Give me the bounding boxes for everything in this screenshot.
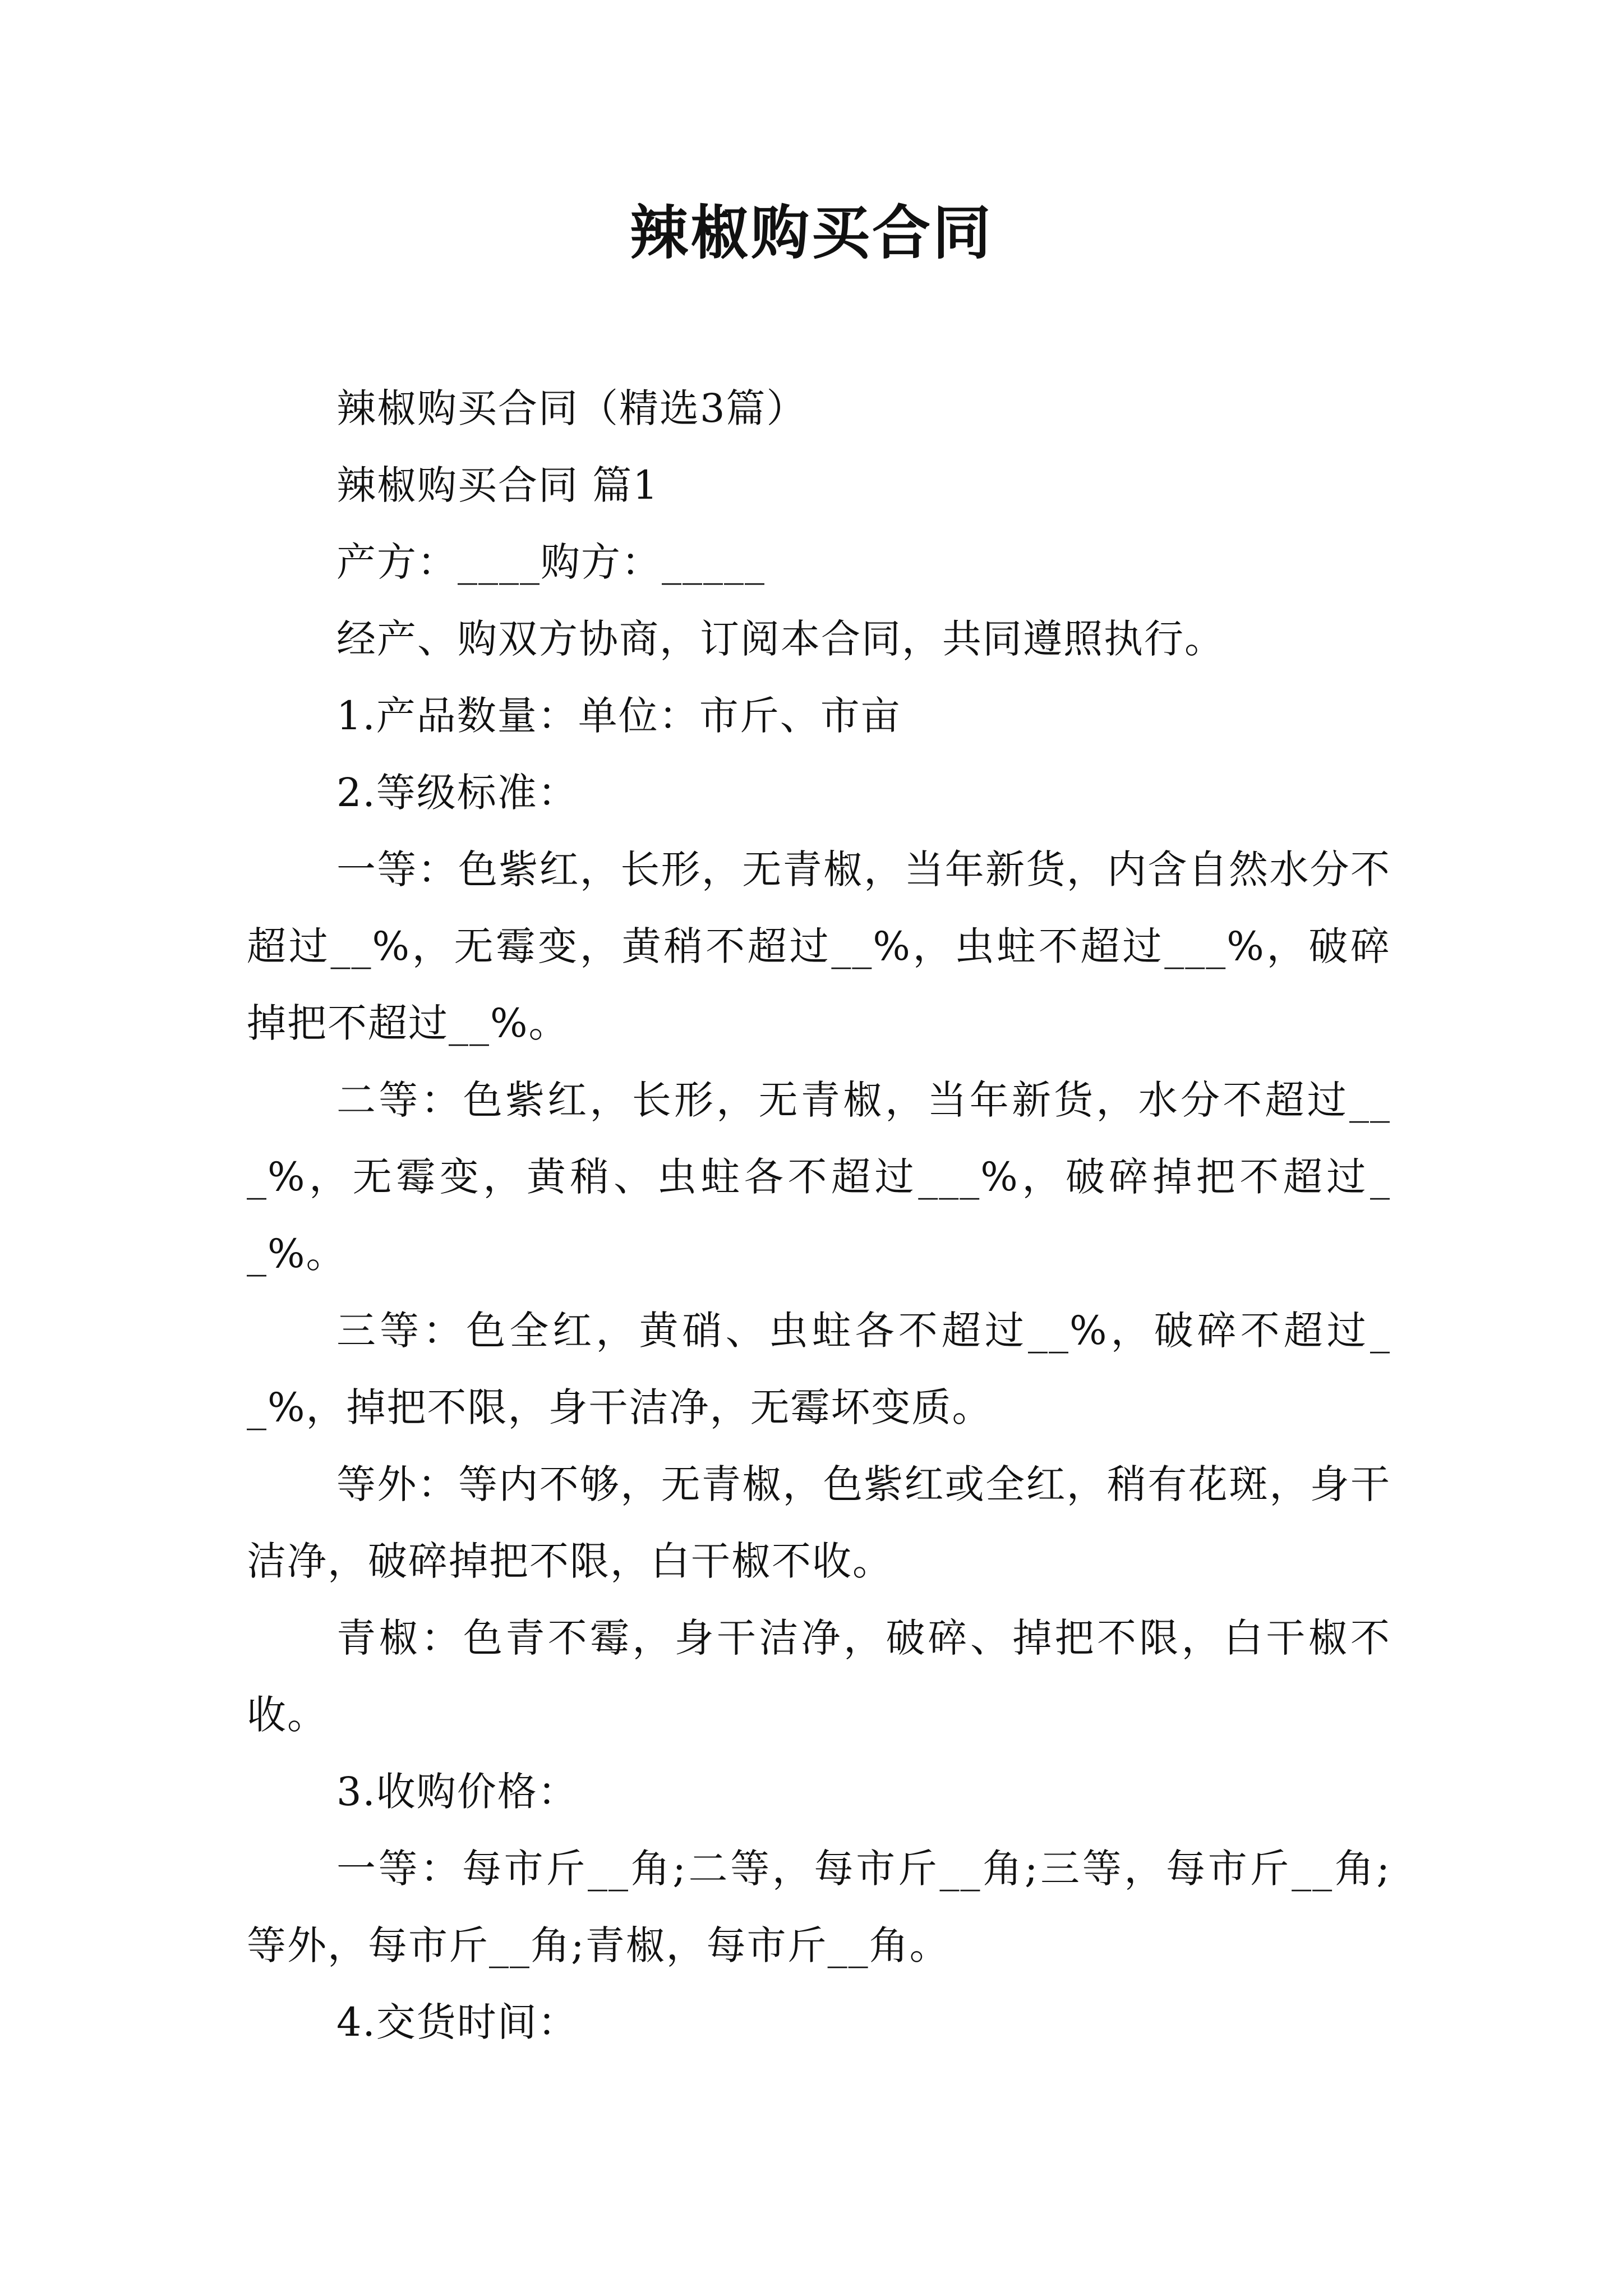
paragraph-grade-green-pepper: 青椒：色青不霉，身干洁净，破碎、掉把不限，白干椒不收。 xyxy=(247,1615,1391,1738)
paragraph-grade-second: 二等：色紫红，长形，无青椒，当年新货，水分不超过___%，无霉变，黄稍、虫蛀各不超过___%，破碎掉把不超过__%。 xyxy=(247,1077,1391,1277)
paragraph-agreement: 经产、购双方协商，订阅本合同，共同遵照执行。 xyxy=(336,616,1225,662)
paragraph-section-heading: 辣椒购买合同 篇1 xyxy=(336,462,659,508)
paragraph-delivery-time-heading: 4.交货时间： xyxy=(336,1999,578,2045)
paragraph-grade-first: 一等：色紫红，长形，无青椒，当年新货，内含自然水分不超过__%，无霉变，黄稍不超过__%，虫蛀不超过___%，破碎掉把不超过__%。 xyxy=(247,846,1391,1046)
paragraph-price-detail: 一等：每市斤__角;二等，每市斤__角;三等，每市斤__角;等外，每市斤__角;青椒，每市斤__角。 xyxy=(247,1846,1391,1968)
paragraph-product-quantity: 1.产品数量：单位：市斤、市亩 xyxy=(336,693,901,739)
document-title: 辣椒购买合同 xyxy=(629,199,993,267)
paragraph-grade-standard-heading: 2.等级标准： xyxy=(336,770,578,816)
paragraph-grade-third: 三等：色全红，黄硝、虫蛀各不超过__%，破碎不超过__%，掉把不限，身干洁净，无霉坏变质。 xyxy=(247,1308,1391,1430)
paragraph-subtitle: 辣椒购买合同（精选3篇） xyxy=(336,385,807,431)
paragraph-price-heading: 3.收购价格： xyxy=(336,1769,578,1815)
paragraph-parties: 产方：____购方：_____ xyxy=(336,539,766,585)
document-body xyxy=(247,370,1391,2061)
paragraph-grade-offgrade: 等外：等内不够，无青椒，色紫红或全红，稍有花斑，身干洁净，破碎掉把不限，白干椒不收。 xyxy=(247,1461,1391,1584)
